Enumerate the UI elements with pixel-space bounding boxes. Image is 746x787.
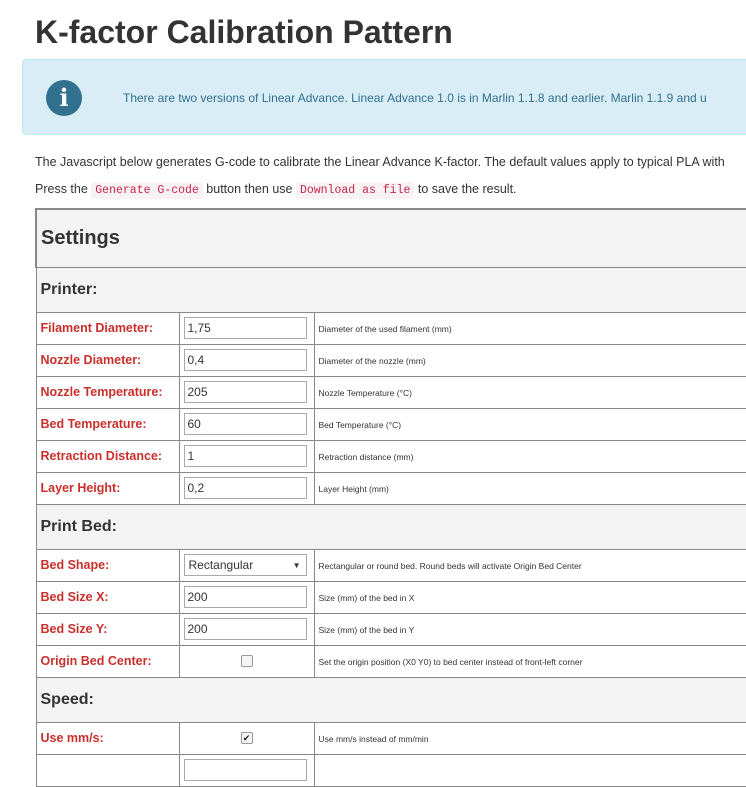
bed-size-x-input[interactable] xyxy=(184,586,307,608)
intro-instructions xyxy=(35,182,517,197)
row-layer-height xyxy=(36,472,746,504)
row-nozzle-diameter xyxy=(36,344,746,376)
row-bed-temperature xyxy=(36,408,746,440)
use-mms-label: Use mm/s: xyxy=(40,731,104,745)
layer-height-desc: Layer Height (mm) xyxy=(318,484,389,494)
nozzle-diameter-desc: Diameter of the nozzle (mm) xyxy=(318,356,426,366)
bed-size-y-label: Bed Size Y: xyxy=(40,622,108,636)
row-next-field xyxy=(36,754,746,786)
intro-save-text: to save the result. xyxy=(414,182,517,196)
bed-shape-value: Rectangular xyxy=(188,558,254,572)
bed-size-y-desc: Size (mm) of the bed in Y xyxy=(318,625,415,635)
info-icon: i xyxy=(46,80,82,116)
row-use-mms xyxy=(36,722,746,754)
nozzle-temperature-input[interactable] xyxy=(184,381,307,403)
bed-size-x-label: Bed Size X: xyxy=(40,590,109,604)
layer-height-label: Layer Height: xyxy=(40,481,121,495)
page-title: K-factor Calibration Pattern xyxy=(35,14,453,50)
row-filament-diameter xyxy=(36,312,746,344)
generate-gcode-code: Generate G-code xyxy=(91,182,203,199)
bed-shape-desc: Rectangular or round bed. Round beds will activate Origin Bed Center xyxy=(318,561,582,571)
row-retraction-distance xyxy=(36,440,746,472)
layer-height-input[interactable] xyxy=(184,477,307,499)
settings-heading: Settings xyxy=(36,209,746,267)
nozzle-diameter-input[interactable] xyxy=(184,349,307,371)
section-speed: Speed: xyxy=(36,677,746,722)
download-file-code: Download as file xyxy=(296,182,414,199)
dropdown-arrow-icon: ▼ xyxy=(292,560,301,570)
row-bed-shape xyxy=(36,549,746,581)
info-text: There are two versions of Linear Advance. Linear Advance 1.0 is in Marlin 1.1.8 and earlier. Marlin 1.1.9 and u xyxy=(123,91,707,105)
bed-size-y-input[interactable] xyxy=(184,618,307,640)
bed-temperature-desc: Bed Temperature (°C) xyxy=(318,420,402,430)
info-alert xyxy=(22,59,746,135)
bed-temperature-label: Bed Temperature: xyxy=(40,417,147,431)
intro-text: The Javascript below generates G-code to calibrate the Linear Advance K-factor. The default values apply to typical PLA with xyxy=(35,155,725,169)
bed-size-x-desc: Size (mm) of the bed in X xyxy=(318,593,415,603)
filament-diameter-desc: Diameter of the used filament (mm) xyxy=(318,324,452,334)
origin-bed-center-desc: Set the origin position (X0 Y0) to bed center instead of front-left corner xyxy=(318,657,583,667)
next-field-input[interactable] xyxy=(184,759,307,781)
section-printer: Printer: xyxy=(36,267,746,312)
retraction-distance-label: Retraction Distance: xyxy=(40,449,163,463)
intro-press-text: Press the xyxy=(35,182,92,196)
row-nozzle-temperature xyxy=(36,376,746,408)
row-origin-bed-center xyxy=(36,645,746,677)
section-print-bed: Print Bed: xyxy=(36,504,746,549)
filament-diameter-input[interactable] xyxy=(184,317,307,339)
origin-bed-center-label: Origin Bed Center: xyxy=(40,654,152,668)
nozzle-temperature-desc: Nozzle Temperature (°C) xyxy=(318,388,412,398)
settings-table xyxy=(35,208,746,787)
use-mms-desc: Use mm/s instead of mm/min xyxy=(318,734,429,744)
nozzle-temperature-label: Nozzle Temperature: xyxy=(40,385,163,399)
retraction-distance-desc: Retraction distance (mm) xyxy=(318,452,414,462)
row-bed-size-y xyxy=(36,613,746,645)
filament-diameter-label: Filament Diameter: xyxy=(40,321,154,335)
bed-shape-label: Bed Shape: xyxy=(40,558,110,572)
nozzle-diameter-label: Nozzle Diameter: xyxy=(40,353,142,367)
intro-then-text: button then use xyxy=(202,182,296,196)
use-mms-checkbox[interactable]: ✔ xyxy=(241,732,253,744)
bed-temperature-input[interactable] xyxy=(184,413,307,435)
bed-shape-select[interactable] xyxy=(184,554,307,576)
row-bed-size-x xyxy=(36,581,746,613)
origin-bed-center-checkbox[interactable] xyxy=(241,655,253,667)
retraction-distance-input[interactable] xyxy=(184,445,307,467)
